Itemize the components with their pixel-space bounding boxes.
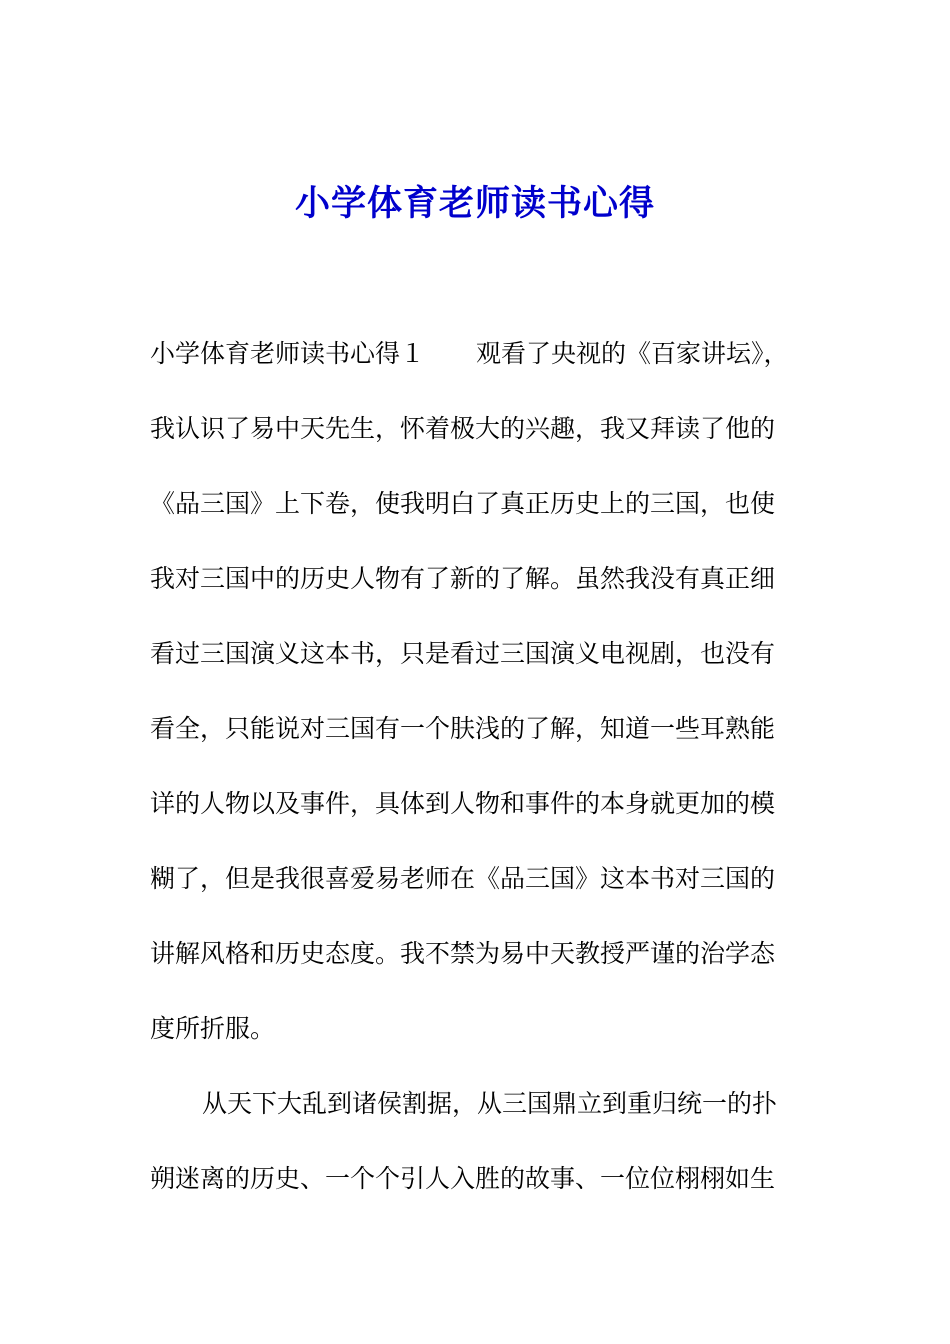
text-line: 观看了央视的《百家讲坛》， [476,339,789,368]
text-line: 看过三国演义这本书，只是看过三国演义电视剧，也没有 [150,639,776,668]
paragraph-1-line-1 [150,330,800,405]
text-line: 《品三国》上下卷，使我明白了真正历史上的三国，也使 [150,489,776,518]
text-line: 我认识了易中天先生，怀着极大的兴趣，我又拜读了他的 [150,414,776,443]
section-heading: 小学体育老师读书心得１ [150,339,426,368]
text-line: 我对三国中的历史人物有了新的了解。虽然我没有真正细 [150,564,776,593]
text-line: 看全，只能说对三国有一个肤浅的了解，知道一些耳熟能 [150,714,776,743]
text-line: 讲解风格和历史态度。我不禁为易中天教授严谨的治学态 [150,939,776,968]
text-line: 度所折服。 [150,1014,276,1043]
document-body [150,330,800,1230]
document-title: 小学体育老师读书心得 [294,183,655,224]
text-line: 糊了，但是我很喜爱易老师在《品三国》这本书对三国的 [150,864,776,893]
paragraph-2-line-1: 从天下大乱到诸侯割据，从三国鼎立到重归统一的扑 [202,1089,778,1118]
text-line: 详的人物以及事件，具体到人物和事件的本身就更加的模 [150,789,776,818]
text-line: 朔迷离的历史、一个个引人入胜的故事、一位位栩栩如生 [150,1164,776,1193]
